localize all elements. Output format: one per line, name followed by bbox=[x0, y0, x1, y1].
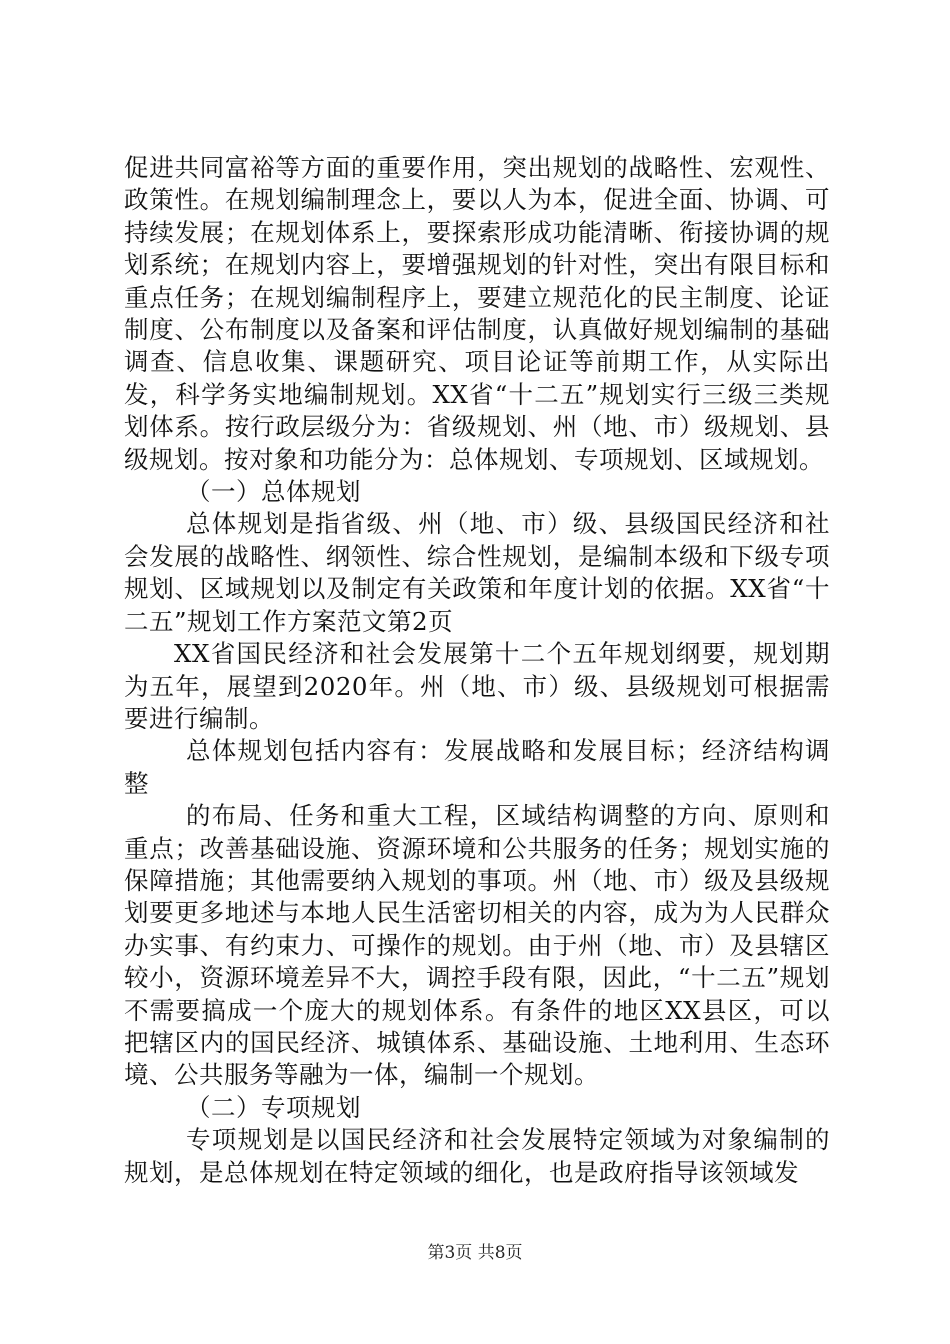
paragraph-4: 总体规划包括内容有：发展战略和发展目标；经济结构调整 bbox=[124, 736, 830, 798]
section-heading-special-plan: （二）专项规划 bbox=[186, 1092, 361, 1122]
paragraph-3: XX省国民经济和社会发展第十二个五年规划纲要，规划期为五年，展望到2020年。州（地、市）级、县级规划可根据需要进行编制。 bbox=[124, 639, 830, 733]
section-heading-general-plan: （一）总体规划 bbox=[186, 477, 361, 507]
paragraph-5: 的布局、任务和重大工程，区域结构调整的方向、原则和重点；改善基础设施、资源环境和公共服务的任务；规划实施的保障措施；其他需要纳入规划的事项。州（地、市）级及县级规划要更多地述与本地人民生活密切相关的内容，成为为人民群众办实事、有约束力、可操作的规划。由于州（地、市）及县辖区较小，资源环境差异不大，调控手段有限，因此，“十二五”规划不需要搞成一个庞大的规划体系。有条件的地区XX县区，可以把辖区内的国民经济、城镇体系、基础设施、土地利用、生态环境、公共服务等融为一体，编制一个规划。 bbox=[124, 801, 830, 1090]
paragraph-6: 专项规划是以国民经济和社会发展特定领域为对象编制的规划，是总体规划在特定领域的细化，也是政府指导该领域发 bbox=[124, 1125, 830, 1187]
document-body bbox=[124, 152, 830, 1189]
paragraph-2: 总体规划是指省级、州（地、市）级、县级国民经济和社会发展的战略性、纲领性、综合性规划，是编制本级和下级专项规划、区域规划以及制定有关政策和年度计划的依据。XX省“十二五”规划工作方案范文第2页 bbox=[124, 509, 830, 636]
page-footer: 第3页 共8页 bbox=[427, 1243, 523, 1263]
paragraph-1: 促进共同富裕等方面的重要作用，突出规划的战略性、宏观性、政策性。在规划编制理念上，要以人为本，促进全面、协调、可持续发展；在规划体系上，要探索形成功能清晰、衔接协调的规划系统；在规划内容上，要增强规划的针对性，突出有限目标和重点任务；在规划编制程序上，要建立规范化的民主制度、论证制度、公布制度以及备案和评估制度，认真做好规划编制的基础调查、信息收集、课题研究、项目论证等前期工作，从实际出发，科学务实地编制规划。XX省“十二五”规划实行三级三类规划体系。按行政层级分为：省级规划、州（地、市）级规划、县级规划。按对象和功能分为：总体规划、专项规划、区域规划。 bbox=[124, 153, 830, 474]
